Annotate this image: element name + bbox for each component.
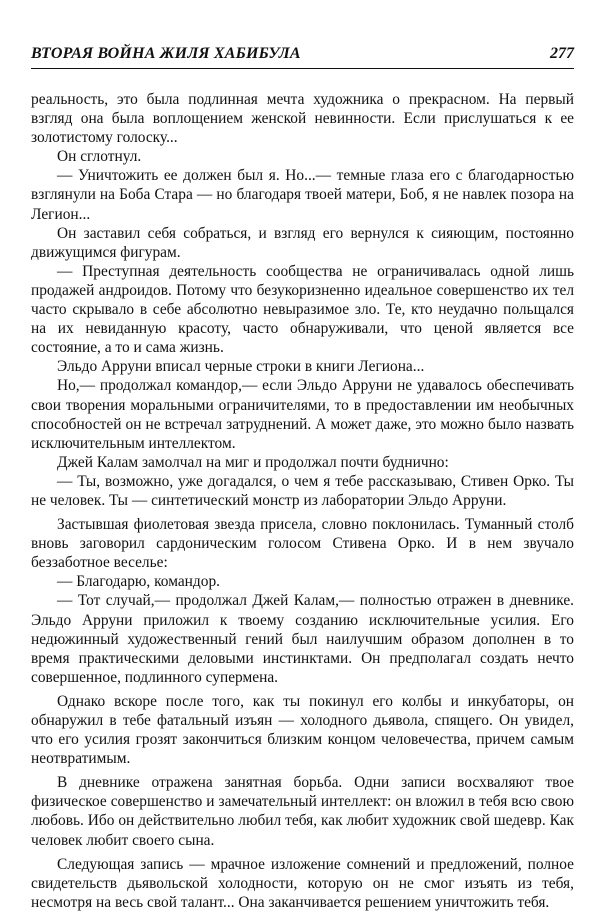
paragraph: Он заставил себя собраться, и взгляд его вернулся к сияющим, постоянно движущимся фигурам. bbox=[31, 224, 574, 261]
body-text bbox=[31, 90, 574, 912]
paragraph: — Тот случай,— продолжал Джей Калам,— полностью отражен в дневнике. Эльдо Арруни приложил к твоему созданию исключительные усилия. Его недюжинный художественный гений был наилучшим образом дополнен в то время практическими деловыми инстинктами. Он предполагал создать нечто совершенное, подлинного супермена. bbox=[31, 592, 574, 686]
paragraph: Следующая запись — мрачное изложение сомнений и предложений, полное свидетельств дьявольской холодности, которую он не смог изъять из тебя, несмотря на весь свой талант... Она заканчивается решением уничтожить тебя. bbox=[31, 855, 574, 911]
paragraph: — Уничтожить ее должен был я. Но...— темные глаза его с благодарностью взглянули на Боба Стара — но благодаря твоей матери, Боб, я не навлек позора на Легион... bbox=[31, 167, 574, 223]
page-header bbox=[31, 44, 574, 69]
paragraph: В дневнике отражена занятная борьба. Одни записи восхваляют твое физическое совершенство и замечательный интеллект: он вложил в тебя всю свою любовь. Ибо он действительно любил тебя, как любит художник свой шедевр. Как человек любит своего сына. bbox=[31, 774, 574, 849]
running-title: ВТОРАЯ ВОЙНА ЖИЛЯ ХАБИБУЛА bbox=[31, 45, 301, 62]
paragraph: — Благодарю, командор. bbox=[57, 573, 220, 591]
paragraph: реальность, это была подлинная мечта художника о прекрасном. На первый взгляд она была воплощением женской невинности. Если прислушаться к ее золотистому голоску... bbox=[31, 91, 574, 147]
paragraph: — Ты, возможно, уже догадался, о чем я тебе рассказываю, Стивен Орко. Ты не человек. Ты — синтетический монстр из лаборатории Эльдо Арруни. bbox=[31, 472, 574, 509]
paragraph: Джей Калам замолчал на миг и продолжал почти буднично: bbox=[57, 453, 449, 471]
paragraph: — Преступная деятельность сообщества не ограничивалась одной лишь продажей андроидов. Потому что безукоризненно идеальное совершенство их тел часто скрывало в себе абсолютно невыразимое зло. Те, кто неудачно польщался на их невиданную красоту, часто обнаруживали, что ценой является все состояние, а то и сама жизнь. bbox=[31, 262, 574, 357]
paragraph: Эльдо Арруни вписал черные строки в книги Легиона... bbox=[57, 358, 425, 376]
paragraph: Но,— продолжал командор,— если Эльдо Арруни не удавалось обеспечивать свои творения моральными ограничителями, то в предоставлении им необычных способностей он не встречал затруднений. А может даже, это можно было назвать исключительным интеллектом. bbox=[31, 377, 574, 452]
paragraph: Он сглотнул. bbox=[57, 148, 142, 166]
page-number: 277 bbox=[550, 45, 574, 62]
paragraph: Однако вскоре после того, как ты покинул его колбы и инкубаторы, он обнаружил в тебе фатальный изъян — холодного дьявола, спящего. Он увидел, что его усилия грозят закончиться близким концом человечества, причем самым неотвратимым. bbox=[31, 692, 574, 768]
paragraph: Застывшая фиолетовая звезда присела, словно поклонилась. Туманный столб вновь заговорил сардоническим голосом Стивена Орко. И в нем звучало беззаботное веселье: bbox=[31, 516, 574, 572]
